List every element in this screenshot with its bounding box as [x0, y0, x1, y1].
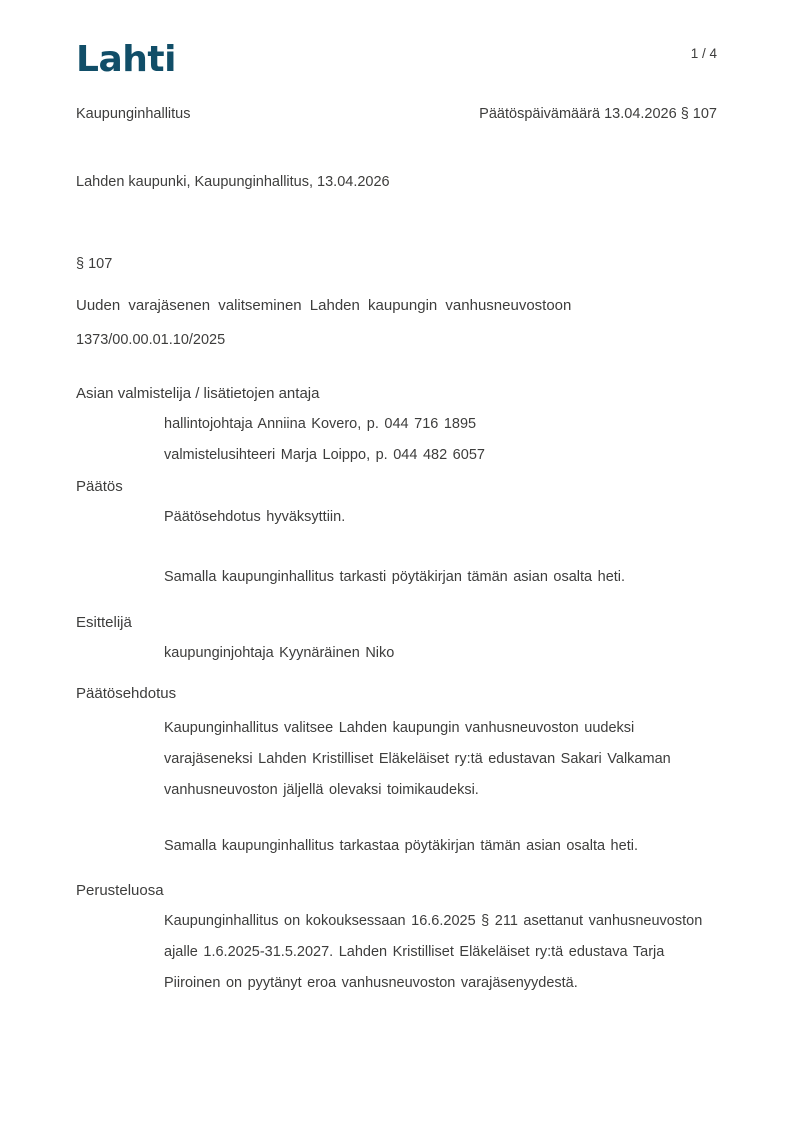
section-number: § 107	[76, 256, 113, 272]
decision-text: Päätösehdotus hyväksyttiin.	[164, 509, 346, 525]
section-presenter	[76, 607, 717, 669]
case-title: Uuden varajäsenen valitseminen Lahden kaupungin vanhusneuvostoon	[76, 297, 572, 314]
diary-number: 1373/00.00.01.10/2025	[76, 332, 226, 348]
presenter-line: kaupunginjohtaja Kyynäräinen Niko	[164, 645, 395, 661]
section-heading-presenter: Esittelijä	[76, 614, 132, 631]
section-decision	[76, 471, 717, 593]
section-heading-preparer: Asian valmistelija / lisätietojen antaja	[76, 385, 320, 402]
header-decision-date: Päätöspäivämäärä 13.04.2026 § 107	[479, 106, 717, 122]
page-number: 1 / 4	[690, 46, 717, 61]
section-rationale	[76, 875, 717, 999]
preparer-contact-line: hallintojohtaja Anniina Kovero, p. 044 716 1895	[164, 416, 477, 432]
section-heading-proposal: Päätösehdotus	[76, 685, 177, 702]
section-proposal	[76, 678, 717, 862]
document-reference-line: Lahden kaupunki, Kaupunginhallitus, 13.04.2026	[76, 174, 390, 190]
proposal-note: Samalla kaupunginhallitus tarkastaa pöytäkirjan tämän asian osalta heti.	[164, 838, 638, 854]
section-heading-decision: Päätös	[76, 478, 123, 495]
section-preparer	[76, 378, 717, 471]
section-heading-rationale: Perusteluosa	[76, 882, 164, 899]
decision-note: Samalla kaupunginhallitus tarkasti pöytäkirjan tämän asian osalta heti.	[164, 569, 626, 585]
document-header	[76, 104, 717, 124]
preparer-contact-line: valmistelusihteeri Marja Loippo, p. 044 482 6057	[164, 447, 485, 463]
rationale-paragraph: Kaupunginhallitus on kokouksessaan 16.6.2025 § 211 asettanut vanhusneuvoston ajalle 1.6.2025-31.5.2027. Lahden Kristilliset Eläkeläiset ry:tä edustava Tarja Piiroinen on pyytänyt eroa vanhusneuvoston varajäsenyydestä.	[164, 913, 703, 991]
proposal-paragraph: Kaupunginhallitus valitsee Lahden kaupungin vanhusneuvoston uudeksi varajäseneksi Lahden Kristilliset Eläkeläiset ry:tä edustavan Sakari Valkaman vanhusneuvoston jäljellä olevaksi toimikaudeksi.	[164, 720, 671, 798]
header-organization: Kaupunginhallitus	[76, 106, 191, 122]
lahti-logo: Lahti	[76, 39, 176, 80]
